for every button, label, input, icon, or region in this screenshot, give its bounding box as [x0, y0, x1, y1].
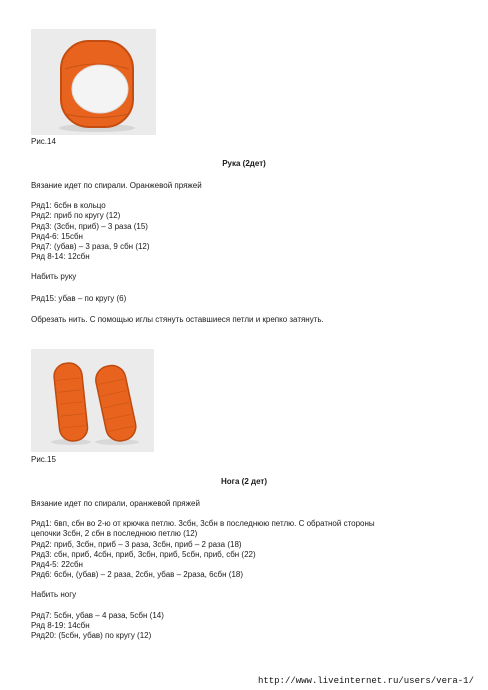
arm-row: Ряд1: 6сбн в кольцо: [31, 201, 106, 211]
leg-row: Ряд 8-19: 14сбн: [31, 620, 90, 630]
figure15-caption: Рис.15: [31, 455, 56, 464]
leg-row: Ряд6: 6сбн, (убав) – 2 раза, 2сбн, убав – 2раза, 6сбн (18): [31, 570, 244, 580]
leg-row: Ряд3: сбн, приб, 4сбн, приб, 3сбн, приб, 5сбн, приб, сбн (22): [31, 549, 256, 559]
figure14-photo: [31, 29, 156, 135]
arm-title: Рука (2дет): [222, 159, 266, 168]
arm-row: Ряд 8-14: 12сбн: [31, 252, 90, 262]
leg-intro: Вязание идет по спирали, оранжевой пряжей: [31, 499, 200, 508]
source-url: http://www.liveinternet.ru/users/vera-1/: [257, 676, 474, 686]
arm-row: Ряд3: (3сбн, приб) – 3 раза (15): [31, 221, 148, 231]
figure15-photo: [31, 349, 154, 452]
leg-row: Ряд1: 6вп, сбн во 2-ю от крючка петлю. 3сбн, 3сбн в последнюю петлю. С обратной стороны: [31, 519, 375, 529]
arm-row: Ряд2: приб по кругу (12): [31, 211, 121, 221]
arm-instructions: [31, 181, 471, 325]
arm-row: Ряд7: (убав) – 3 раза, 9 сбн (12): [31, 242, 150, 252]
arm-row-15: Ряд15: убав – по кругу (6): [31, 293, 127, 303]
leg-row: цепочки 3сбн, 2 сбн в последнюю петлю (12): [31, 529, 198, 539]
leg-row: Ряд7: 5сбн, убав – 4 раза, 5сбн (14): [31, 610, 164, 620]
leg-row: Ряд2: приб, 3сбн, приб – 3 раза, 3сбн, приб – 2 раза (18): [31, 539, 242, 549]
leg-row: Ряд4-5: 22сбн: [31, 560, 83, 570]
arm-intro: Вязание идет по спирали. Оранжевой пряжей: [31, 181, 202, 190]
crochet-body-piece-image: [31, 29, 156, 135]
leg-instructions: [31, 499, 471, 641]
arm-row: Ряд4-6: 15сбн: [31, 231, 83, 241]
leg-row: Ряд20: (5сбн, убав) по кругу (12): [31, 631, 152, 641]
leg-title: Нога (2 дет): [220, 477, 267, 486]
figure14-caption: Рис.14: [31, 137, 56, 146]
arm-stuff-note: Набить руку: [31, 272, 77, 282]
arm-finish-note: Обрезать нить. С помощью иглы стянуть оставшиеся петли и крепко затянуть.: [31, 314, 324, 324]
crochet-arms-image: [31, 349, 154, 452]
leg-stuff-note: Набить ногу: [31, 590, 77, 600]
